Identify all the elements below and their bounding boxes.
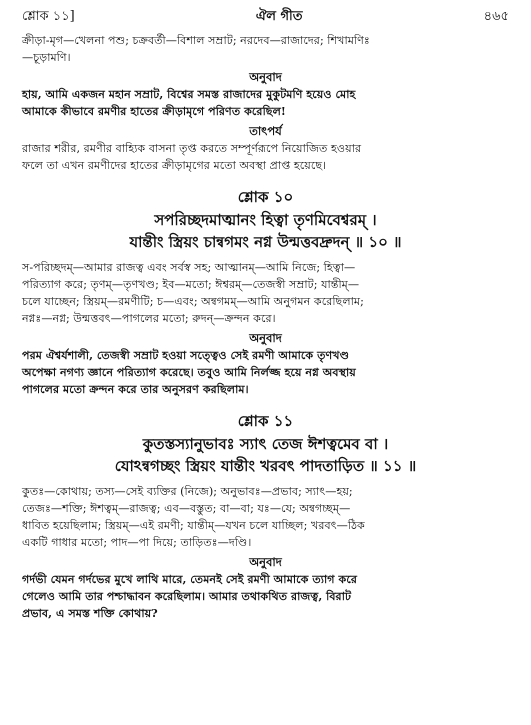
translation-heading: অনুবাদ	[249, 331, 282, 345]
synonym-line: স-পরিচ্ছদম্—আমার রাজত্ব এবং সর্বস্ব সহ; আত্মানম্—আমি নিজে; হিত্বা—	[22, 261, 356, 274]
header-chapter-title: ঐল গীত	[255, 9, 303, 24]
synonym-line: তেজঃ—শক্তি; ঈশত্বম্—রাজত্ব; এব—বস্তুত; বা—বা; যঃ—যে; অন্বগচ্ছম্—	[22, 502, 351, 515]
synonym-line: পরিত্যাগ করে; তৃণম্—তৃণখণ্ড; ইব—মতো; ঈশ্বরম্—তেজস্বী সম্রাট; যান্তীম্—	[22, 278, 360, 291]
translation-block	[22, 571, 509, 622]
header-page-number: ৪৬৫	[483, 9, 509, 24]
verse-text	[22, 433, 509, 477]
synonym-line: ধাবিত হয়েছিলাম; স্ত্রিয়ম্—এই রমণী; যান্তীম্—যখন চলে যাচ্ছিল; খরবৎ—ঠিক	[22, 519, 365, 532]
translation-line: পাগলের মতো ক্রন্দন করে তার অনুসরণ করছিলাম।	[22, 382, 249, 396]
synonym-line: চলে যাচ্ছেন; স্ত্রিয়ম্—রমণীটি; চ—এবং; অন্বগমম্—আমি অনুগমন করেছিলাম;	[22, 295, 364, 308]
translation-line: পরম ঐশ্বর্যশালী, তেজস্বী সম্রাট হওয়া সত্ত্বেও সেই রমণী আমাকে তৃণখণ্ড	[22, 348, 350, 362]
verse-heading: শ্লোক ১০	[237, 188, 294, 206]
synonym-line: কুতঃ—কোথায়; তস্য—সেই ব্যক্তির (নিজে); অনুভাবঃ—প্রভাব; স্যাৎ—হয়;	[22, 485, 353, 498]
translation-block	[22, 86, 509, 120]
translation-line: আমাকে কীভাবে রমণীর হাতের ক্রীড়ামৃগে পরিণত করেছিল!	[22, 104, 286, 118]
synonyms-block	[22, 483, 509, 551]
synonyms-top	[22, 32, 509, 66]
verse-line: সপরিচ্ছদমাত্মানং হিত্বা তৃণমিবেশ্বরম্ ।	[154, 211, 377, 229]
running-header	[22, 6, 509, 28]
synonym-line: —চূড়ামণি।	[22, 51, 71, 64]
translation-heading: অনুবাদ	[249, 70, 282, 84]
purport-line: রাজার শরীর, রমণীর বাহ্যিক বাসনা তৃপ্ত করতে সম্পূর্ণরূপে নিয়োজিত হওয়ার	[22, 142, 362, 155]
translation-block	[22, 347, 509, 398]
purport-line: ফলে তা এখন রমণীদের হাতের ক্রীড়ামৃগের মতো অবস্থা প্রাপ্ত হয়েছে।	[22, 159, 327, 172]
verse-line: কুতস্তস্যানুভাবঃ স্যাৎ তেজ ঈশত্বমেব বা ।	[142, 435, 389, 453]
purport-block	[22, 140, 509, 174]
header-verse-ref: শ্লোক ১১]	[22, 9, 75, 24]
verse-line: যোঽন্বগচ্ছং স্ত্রিয়ং যান্তীং খরবৎ পাদতাড়িত ॥ ১১ ॥	[114, 457, 417, 475]
verse-text	[22, 209, 509, 253]
synonyms-block	[22, 259, 509, 327]
translation-line: হায়, আমি একজন মহান সম্রাট, বিশ্বের সমস্ত রাজাদের মুকুটমণি হয়েও মোহ	[22, 87, 356, 101]
translation-heading: অনুবাদ	[249, 555, 282, 569]
translation-line: অপেক্ষা নগণ্য জ্ঞানে পরিত্যাগ করেছে। তবুও আমি নির্লজ্জ হয়ে নগ্ন অবস্থায়	[22, 365, 356, 379]
verse-line: যান্তীং স্ত্রিয়ং চান্বগমং নগ্ন উন্মত্তবদ্রুদন্ ॥ ১০ ॥	[129, 233, 402, 251]
translation-line: প্রভাব, এ সমস্ত শক্তি কোথায়?	[22, 606, 158, 620]
purport-heading: তাৎপর্য	[249, 124, 282, 138]
synonym-line: একটি গাধার মতো; পাদ—পা দিয়ে; তাড়িতঃ—দণ্ডি।	[22, 536, 252, 549]
verse-heading: শ্লোক ১১	[237, 412, 294, 430]
synonym-line: ক্রীড়া-মৃগ—খেলনা পশু; চক্রবর্তী—বিশাল সম্রাট; নরদেব—রাজাদের; শিখামণিঃ	[22, 34, 370, 47]
translation-line: গর্দভী যেমন গর্দভের মুখে লাথি মারে, তেমনই সেই রমণী আমাকে ত্যাগ করে	[22, 572, 357, 586]
synonym-line: নগ্নঃ—নগ্ন; উন্মত্তবৎ—পাগলের মতো; রুদন্—ক্রন্দন করে।	[22, 312, 276, 325]
translation-line: গেলেও আমি তার পশ্চাদ্ধাবন করেছিলাম। আমার তথাকথিত রাজত্ব, বিরাট	[22, 589, 352, 603]
